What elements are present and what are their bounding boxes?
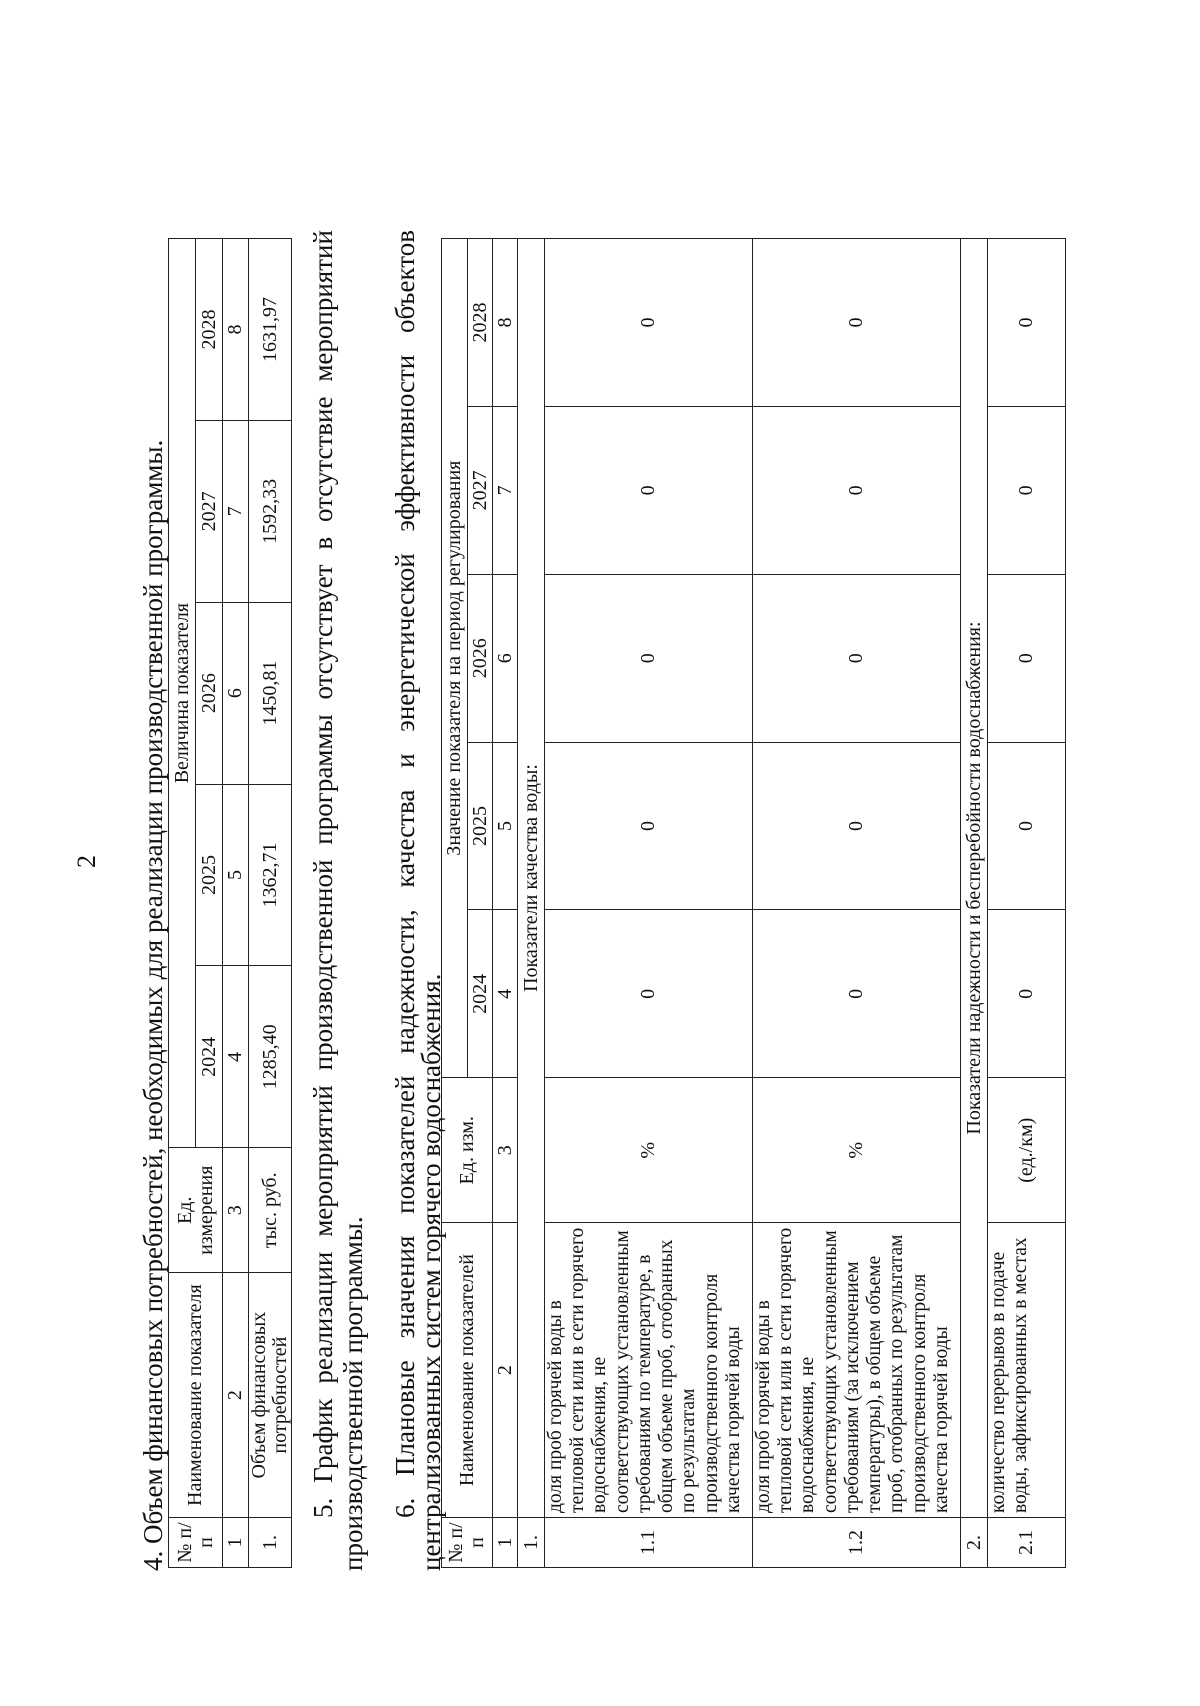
word: программы [308, 714, 338, 845]
word: производственной [308, 859, 338, 1071]
year-header: 2028 [196, 239, 223, 421]
row-value: 0 [988, 239, 1066, 407]
section6-line2: централизованных систем горячего водоснабжения. [416, 973, 446, 1571]
index-cell: 3 [493, 1078, 518, 1223]
index-cell: 4 [493, 910, 518, 1078]
index-cell: 2 [223, 1273, 249, 1518]
index-cell: 4 [223, 966, 249, 1148]
word: показателей [390, 1075, 420, 1214]
word: 6. [390, 1497, 420, 1518]
index-row [493, 239, 518, 1568]
col-name-header: Наименование показателя [169, 1273, 223, 1518]
row-name: доля проб горячей воды в тепловой сети или в сети горячего водоснабжения, не соответствующих установленным требованиям (за исключением температуры), в общем объеме проб, отобранных по результатам производственного контроля качества горячей воды [753, 1223, 961, 1518]
index-row [223, 239, 249, 1568]
section5-line2: производственной программы. [338, 1216, 368, 1571]
year-header: 2025 [196, 784, 223, 966]
row-value: 1592,33 [249, 420, 292, 602]
word: энергетической [390, 553, 420, 732]
row-unit: % [753, 1078, 961, 1223]
row-value: 0 [753, 742, 961, 910]
section-num: 2. [961, 1518, 988, 1568]
word: надежности, [390, 909, 420, 1054]
word: мероприятий [308, 1085, 338, 1237]
year-header: 2028 [468, 239, 493, 407]
index-cell: 8 [223, 239, 249, 421]
year-header: 2027 [468, 406, 493, 574]
word: График [308, 1398, 338, 1483]
row-value: 0 [988, 742, 1066, 910]
index-cell: 1 [223, 1518, 249, 1568]
row-value: 0 [545, 239, 753, 407]
table-row [753, 239, 961, 1568]
value-group-header: Величина показателя [169, 239, 196, 1148]
row-value: 0 [988, 574, 1066, 742]
index-cell: 2 [493, 1223, 518, 1518]
row-unit: % [545, 1078, 753, 1223]
section-row [961, 239, 988, 1568]
page-number: 2 [72, 855, 101, 868]
col-name-header: Наименование показателей [442, 1223, 493, 1518]
year-header: 2027 [196, 420, 223, 602]
year-header: 2026 [196, 602, 223, 784]
section6-line1 [392, 230, 419, 1518]
section4-heading: 4. Объем финансовых потребностей, необходимых для реализации производственной программы. [138, 439, 168, 1571]
col-unit-header: Ед. измерения [169, 1148, 223, 1273]
word: отсутствует [308, 564, 338, 700]
row-value: 0 [753, 574, 961, 742]
word: реализации [308, 1251, 338, 1384]
row-value: 0 [545, 574, 753, 742]
row-unit: (ед./км) [988, 1078, 1066, 1223]
row-value: 0 [545, 406, 753, 574]
row-num: 2.1 [988, 1518, 1066, 1568]
row-value: 1362,71 [249, 784, 292, 966]
year-header: 2025 [468, 742, 493, 910]
index-cell: 6 [223, 602, 249, 784]
section-title: Показатели качества воды: [518, 239, 545, 1518]
col-unit-header: Ед. изм. [442, 1078, 493, 1223]
year-header: 2024 [468, 910, 493, 1078]
year-header: 2026 [468, 574, 493, 742]
row-value: 0 [545, 910, 753, 1078]
index-cell: 6 [493, 574, 518, 742]
row-value: 1450,81 [249, 602, 292, 784]
row-value: 1631,97 [249, 239, 292, 421]
value-group-header: Значение показателя на период регулирования [442, 239, 468, 1078]
row-value: 0 [753, 239, 961, 407]
row-value: 0 [545, 742, 753, 910]
section-num: 1. [518, 1518, 545, 1568]
row-name: количество перерывов в подаче воды, зафиксированных в местах [988, 1223, 1066, 1518]
word: и [390, 753, 420, 768]
word: качества [390, 789, 420, 888]
row-num: 1.1 [545, 1518, 753, 1568]
row-num: 1. [249, 1518, 292, 1568]
row-unit: тыс. руб. [249, 1148, 292, 1273]
row-value: 0 [988, 910, 1066, 1078]
table-row [249, 239, 292, 1568]
word: мероприятий [308, 230, 338, 382]
section-row [518, 239, 545, 1568]
index-cell: 7 [223, 420, 249, 602]
index-cell: 1 [493, 1518, 518, 1568]
index-cell: 3 [223, 1148, 249, 1273]
row-value: 1285,40 [249, 966, 292, 1148]
word: в [308, 536, 338, 550]
section5-line1 [310, 230, 337, 1518]
word: значения [390, 1235, 420, 1339]
word: 5. [308, 1497, 338, 1518]
section-title: Показатели надежности и бесперебойности водоснабжения: [961, 239, 988, 1518]
table-row [545, 239, 753, 1568]
word: объектов [390, 230, 420, 334]
row-name: доля проб горячей воды в тепловой сети или в сети горячего водоснабжения, не соответствующих установленным требованиям по температуре, в общем объеме проб, отобранных по результатам производственного контроля качества горячей воды [545, 1223, 753, 1518]
col-num-header: № п/п [442, 1518, 493, 1568]
word: эффективности [390, 354, 420, 532]
col-num-header: № п/п [169, 1518, 223, 1568]
row-value: 0 [988, 406, 1066, 574]
financial-needs-table [168, 238, 292, 1568]
word: отсутствие [308, 396, 338, 523]
row-num: 1.2 [753, 1518, 961, 1568]
index-cell: 8 [493, 239, 518, 407]
row-value: 0 [753, 910, 961, 1078]
indicators-table [441, 238, 1066, 1568]
index-cell: 5 [493, 742, 518, 910]
index-cell: 7 [493, 406, 518, 574]
table-row [988, 239, 1066, 1568]
row-value: 0 [753, 406, 961, 574]
year-header: 2024 [196, 966, 223, 1148]
row-name: Объем финансовых потребностей [249, 1273, 292, 1518]
word: Плановые [390, 1360, 420, 1477]
index-cell: 5 [223, 784, 249, 966]
